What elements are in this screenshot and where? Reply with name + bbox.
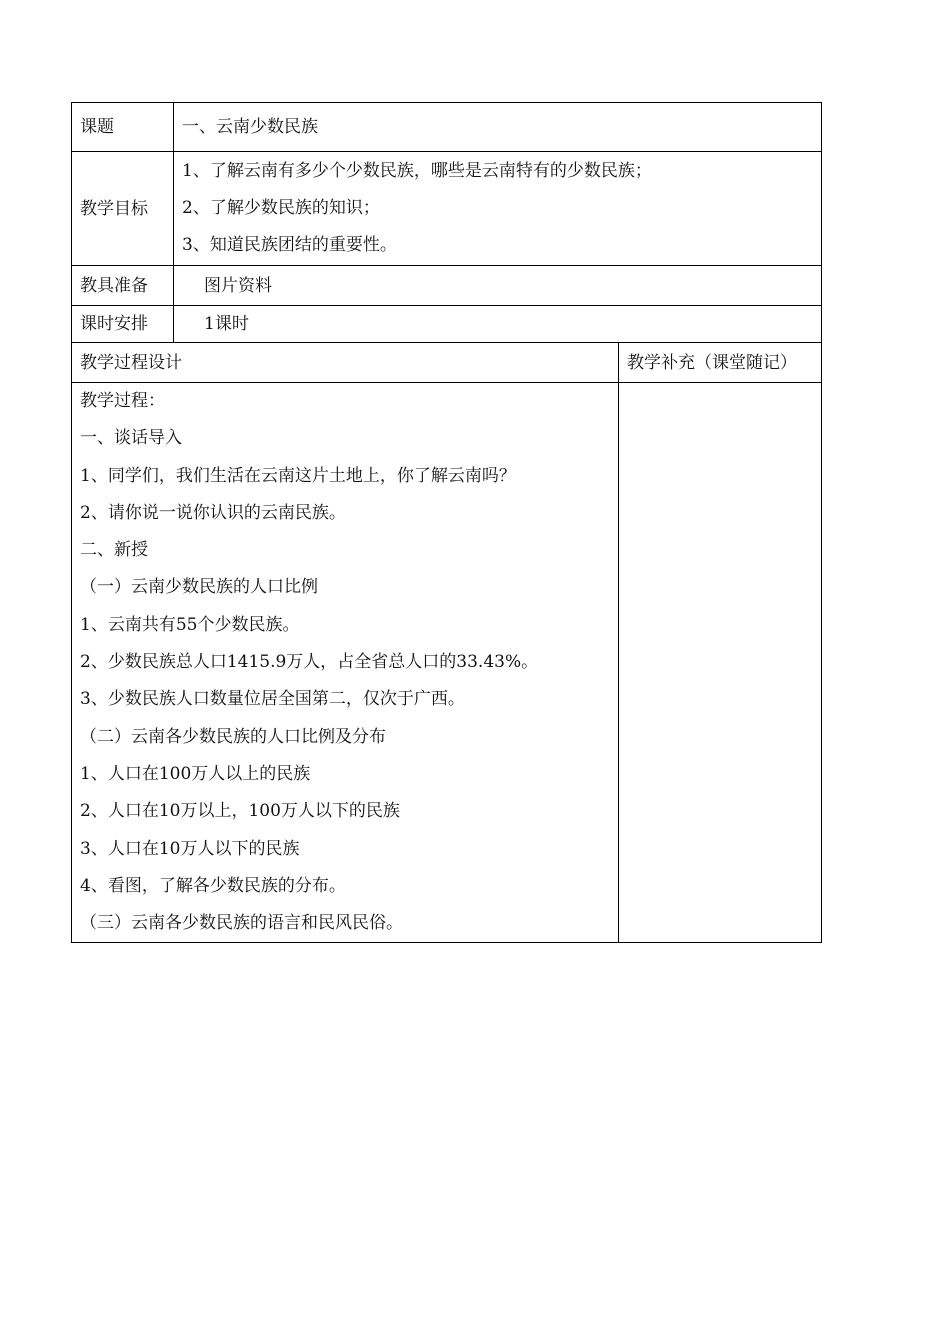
goal-item: 3、知道民族团结的重要性。 — [182, 235, 397, 255]
process-row — [72, 383, 822, 943]
goals-cell — [174, 152, 822, 266]
lesson-plan-table — [71, 102, 822, 943]
process-line: 3、少数民族人口数量位居全国第二，仅次于广西。 — [80, 689, 465, 710]
topic-value: 一、云南少数民族 — [174, 103, 822, 152]
process-header-row — [72, 343, 822, 383]
goal-item: 1、了解云南有多少个少数民族，哪些是云南特有的少数民族； — [182, 161, 652, 181]
schedule-value: 1课时 — [174, 306, 822, 343]
process-line: 2、请你说一说你认识的云南民族。 — [80, 502, 346, 523]
process-line: 二、新授 — [80, 540, 148, 561]
schedule-label: 课时安排 — [72, 306, 174, 343]
process-content — [72, 383, 619, 943]
process-header: 教学过程设计 — [72, 343, 619, 383]
schedule-row — [72, 306, 822, 343]
process-line: 4、看图，了解各少数民族的分布。 — [80, 875, 346, 896]
notes-content — [619, 383, 822, 943]
topic-label: 课题 — [72, 103, 174, 152]
materials-label: 教具准备 — [72, 266, 174, 306]
process-line: 2、人口在10万以上，100万人以下的民族 — [80, 801, 400, 822]
process-line: （二）云南各少数民族的人口比例及分布 — [80, 726, 386, 747]
materials-row — [72, 266, 822, 306]
goals-label: 教学目标 — [72, 152, 174, 266]
process-line: （一）云南少数民族的人口比例 — [80, 577, 318, 598]
process-line: 教学过程： — [80, 391, 165, 411]
materials-value: 图片资料 — [174, 266, 822, 306]
topic-row — [72, 103, 822, 152]
process-line: 一、谈话导入 — [80, 428, 182, 449]
process-line: 1、同学们，我们生活在云南这片土地上，你了解云南吗？ — [80, 465, 516, 486]
process-line: （三）云南各少数民族的语言和民风民俗。 — [80, 913, 403, 934]
lesson-plan-sheet — [71, 102, 821, 943]
process-line: 1、云南共有55个少数民族。 — [80, 614, 300, 635]
process-line: 1、人口在100万人以上的民族 — [80, 763, 311, 784]
process-line: 3、人口在10万人以下的民族 — [80, 838, 300, 859]
goals-row — [72, 152, 822, 266]
goal-item: 2、了解少数民族的知识； — [182, 198, 380, 218]
process-line: 2、少数民族总人口1415.9万人，占全省总人口的33.43%。 — [80, 652, 539, 673]
notes-header: 教学补充（课堂随记） — [619, 343, 822, 383]
